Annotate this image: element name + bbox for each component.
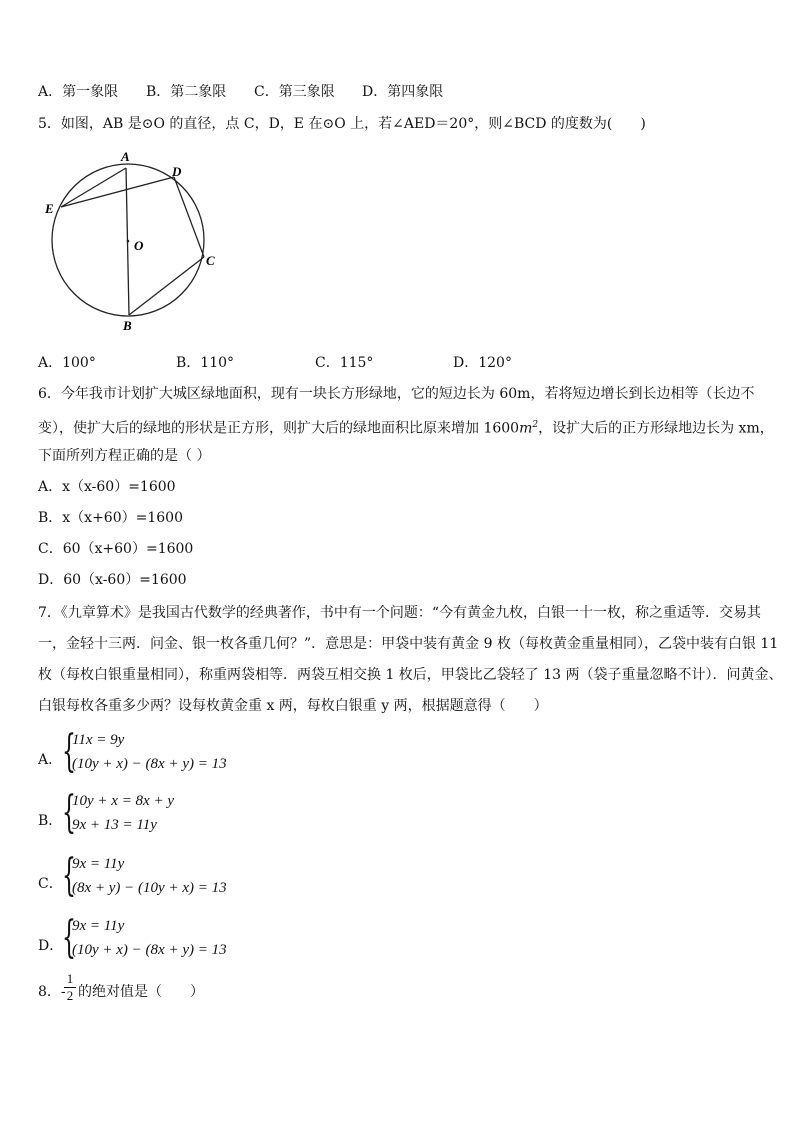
q5-option-c: C．115° <box>315 355 374 371</box>
q7-option-a-eq1: 11x = 9y <box>72 732 125 748</box>
q6-option-d: D．60（x-60）=1600 <box>38 572 187 588</box>
q7-option-b-eq2: 9x + 13 = 11y <box>72 817 157 833</box>
q8-suffix: 的绝对值是（ ） <box>78 984 204 1000</box>
q6-stem-line1: 6．今年我市计划扩大城区绿地面积，现有一块长方形绿地，它的短边长为 60m，若将短边增长到长边相等（长边不 <box>38 386 755 402</box>
q7-stem-line3: 枚（每枚白银重量相同），称重两袋相等．两袋互相交换 1 枚后，甲袋比乙袋轻了 13 两（袋子重量忽略不计）．问黄金、 <box>38 667 783 683</box>
label-d: D <box>172 164 182 179</box>
q7-stem-line2: 一，金轻十三两．问金、银一枚各重几何？”．意思是：甲袋中装有黄金 9 枚（每枚黄金重量相同），乙袋中装有白银 11 <box>38 636 779 652</box>
q8-fraction <box>64 972 76 1003</box>
q5-stem: 5．如图，AB 是⊙O 的直径，点 C，D，E 在⊙O 上，若∠AED＝20°，则∠BCD 的度数为( ) <box>38 116 646 132</box>
q6-stem-line3: 下面所列方程正确的是（ ） <box>38 448 211 464</box>
center-dot <box>127 240 130 243</box>
label-a: A <box>121 149 130 164</box>
brace-icon: { <box>62 787 76 838</box>
q7-option-c-label: C． <box>38 876 63 892</box>
q4-option-a: A．第一象限 <box>38 84 119 100</box>
q6-stem-line2 <box>38 416 774 438</box>
q6-stem-line2b: ，设扩大后的正方形绿地边长为 xm， <box>538 420 774 437</box>
q5-option-a: A．100° <box>38 355 96 371</box>
chord-dc <box>174 177 204 257</box>
q6-option-b: B．x（x+60）=1600 <box>38 510 183 526</box>
label-c: C <box>206 253 215 268</box>
q5-circle-figure <box>36 145 226 335</box>
q6-option-a: A．x（x-60）=1600 <box>38 479 176 495</box>
q7-option-a-label: A． <box>38 752 63 768</box>
q6-unit: m <box>519 420 533 437</box>
chord-ed <box>61 177 174 207</box>
q4-option-b: B．第二象限 <box>146 84 227 100</box>
q6-unit-sup: 2 <box>532 420 539 430</box>
q7-option-b-eq1: 10y + x = 8x + y <box>72 793 174 809</box>
q4-option-c: C．第三象限 <box>254 84 335 100</box>
q7-stem-line1: 7．《九章算术》是我国古代数学的经典著作，书中有一个问题：“今有黄金九枚，白银一十一枚，称之重适等．交易其 <box>38 605 762 621</box>
q8-numerator: 1 <box>66 971 74 986</box>
q7-option-d-label: D． <box>38 938 64 954</box>
q5-option-d: D．120° <box>453 355 512 371</box>
q7-option-c-eq2: (8x + y) − (10y + x) = 13 <box>72 880 227 896</box>
q7-option-b-label: B． <box>38 813 63 829</box>
q5-option-b: B．110° <box>176 355 235 371</box>
chord-ae <box>61 168 126 207</box>
label-b: B <box>123 318 132 333</box>
brace-icon: { <box>62 850 76 901</box>
q8-prefix: 8．- <box>38 984 66 1000</box>
q4-option-d: D．第四象限 <box>362 84 444 100</box>
label-o: O <box>134 238 144 253</box>
q7-stem-line4: 白银每枚各重多少两？设每枚黄金重 x 两，每枚白银重 y 两，根据题意得（ ） <box>38 698 548 714</box>
q7-option-d-eq1: 9x = 11y <box>72 918 125 934</box>
q7-option-c-eq1: 9x = 11y <box>72 856 125 872</box>
q7-option-a-eq2: (10y + x) − (8x + y) = 13 <box>72 756 227 772</box>
q6-stem-line2a: 变），使扩大后的绿地的形状是正方形，则扩大后的绿地面积比原来增加 1600 <box>38 420 520 437</box>
chord-cb <box>129 257 204 315</box>
brace-icon: { <box>62 726 76 777</box>
label-e: E <box>45 201 54 216</box>
q8-denominator: 2 <box>66 988 74 1003</box>
q6-option-c: C．60（x+60）=1600 <box>38 541 194 557</box>
brace-icon: { <box>62 912 76 963</box>
q7-option-d-eq2: (10y + x) − (8x + y) = 13 <box>72 942 227 958</box>
